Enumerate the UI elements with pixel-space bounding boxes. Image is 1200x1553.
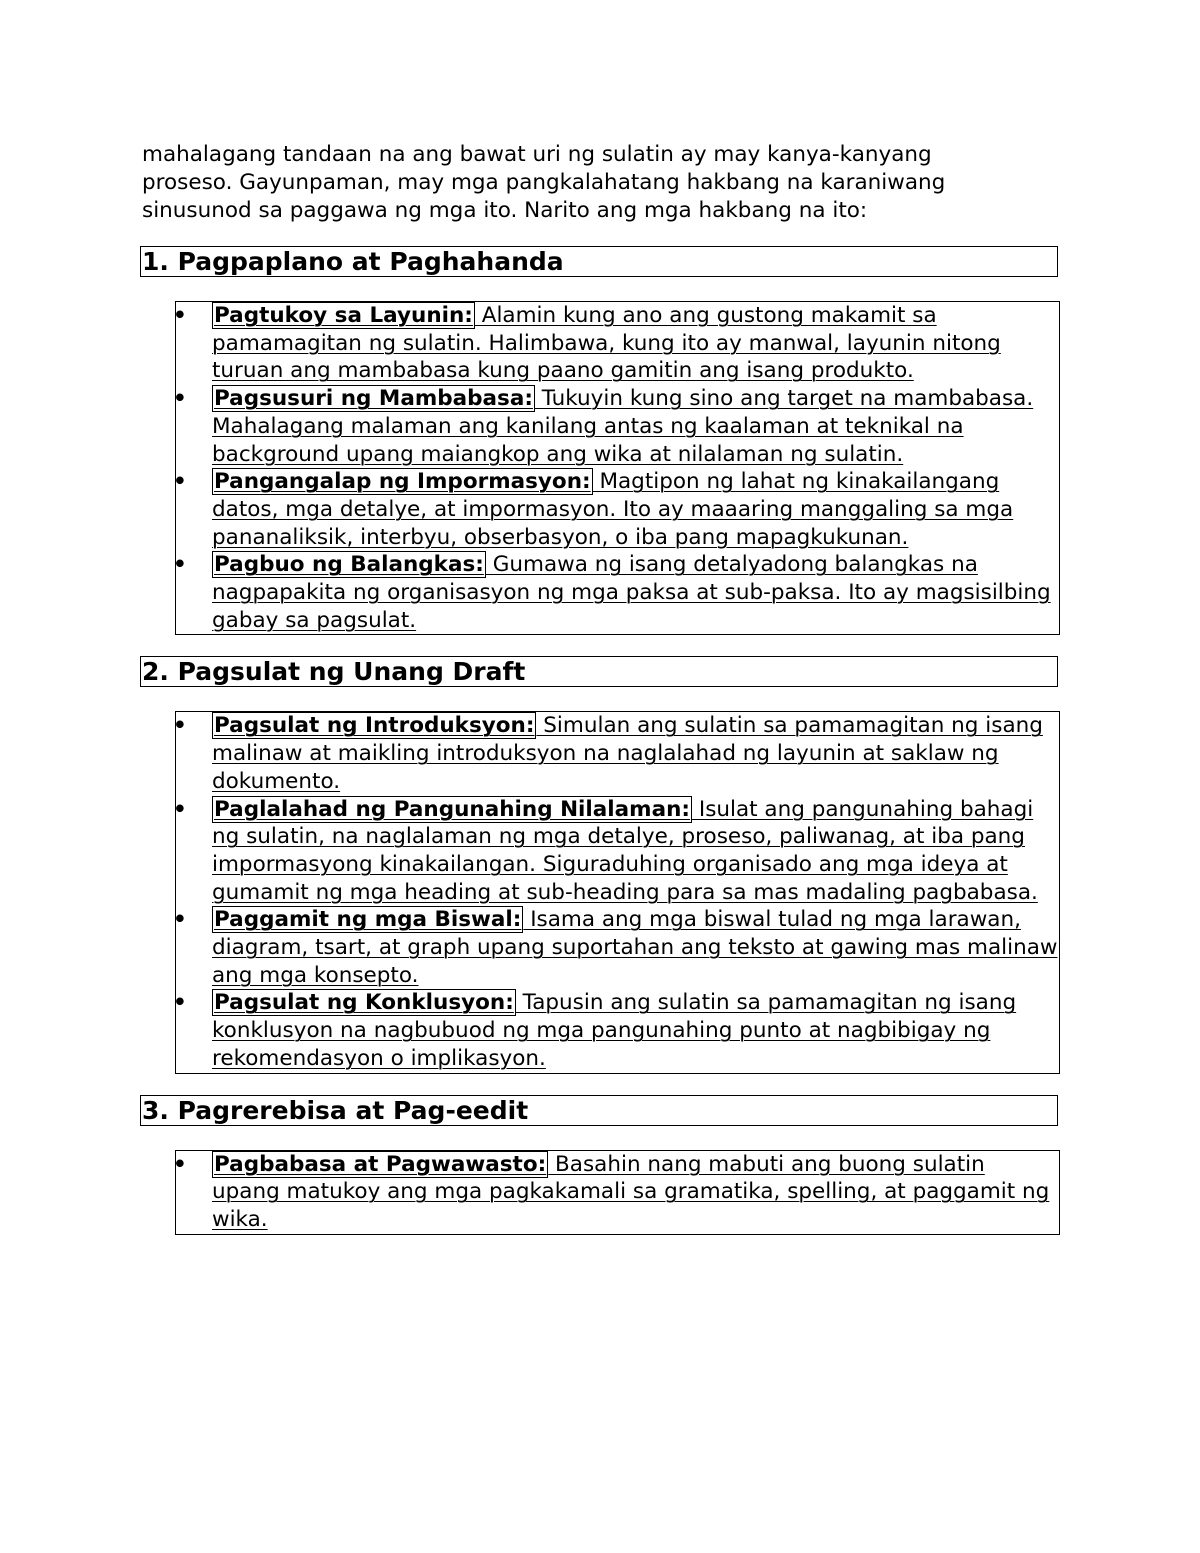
bullet-icon: •: [173, 1151, 187, 1177]
list-item: [173, 906, 1059, 989]
item-description: Basahin nang mabuti ang buong sulatin upang matukoy ang mga pagkakamali sa gramatika, spelling, at paggamit ng wika.: [212, 1151, 1050, 1232]
intro-paragraph: mahalagang tandaan na ang bawat uri ng sulatin ay may kanya-kanyang proseso. Gayunpaman, may mga pangkalahatang hakbang na karaniwang sinusunod sa paggawa ng mga ito. Narito ang mga hakbang na ito:: [142, 142, 946, 223]
bullet-icon: •: [173, 796, 187, 822]
section-heading-1: 1. Pagpaplano at Paghahanda: [140, 246, 1058, 277]
bullet-icon: •: [173, 386, 187, 412]
bullet-icon: •: [173, 303, 187, 328]
bullet-icon: •: [173, 713, 187, 739]
item-description: Alamin kung ano ang gustong makamit sa pamamagitan ng sulatin. Halimbawa, kung ito ay manwal, layunin nitong turuan ang mambabasa kung paano gamitin ang isang produkto.: [212, 303, 1001, 384]
section-heading-3: 3. Pagrerebisa at Pag-eedit: [140, 1095, 1058, 1126]
item-term: Paggamit ng mga Biswal:: [214, 907, 522, 933]
list-item: [173, 1151, 1059, 1234]
bullet-icon: •: [173, 990, 187, 1016]
item-term: Pagsulat ng Konklusyon:: [214, 990, 514, 1016]
item-description: Isulat ang pangunahing bahagi ng sulatin, na naglalaman ng mga detalye, proseso, paliwanag, at iba pang impormasyong kinakailangan. Siguraduhing organisado ang mga ideya at gumamit ng mga heading at sub-heading para sa mas madaling pagbabasa.: [212, 796, 1038, 905]
section-1-list: [175, 301, 1060, 635]
list-item: [173, 551, 1059, 634]
list-item: [173, 385, 1059, 468]
list-item: [173, 796, 1059, 907]
item-description: Isama ang mga biswal tulad ng mga larawan, diagram, tsart, at graph upang suportahan ang teksto at gawing mas malinaw ang mga konsepto.: [212, 907, 1058, 988]
document-page: [142, 141, 1062, 1235]
item-term: Pagbuo ng Balangkas:: [214, 552, 484, 578]
bullet-icon: •: [173, 469, 187, 495]
list-item: [173, 712, 1059, 795]
item-description: Tukuyin kung sino ang target na mambabasa. Mahalagang malaman ang kanilang antas ng kaalaman at teknikal na background upang maiangkop ang wika at nilalaman ng sulatin.: [212, 386, 1034, 467]
item-term: Pagtukoy sa Layunin:: [214, 303, 473, 328]
list-item: [173, 989, 1059, 1072]
item-term: Pagbabasa at Pagwawasto:: [214, 1151, 547, 1177]
item-term: Paglalahad ng Pangunahing Nilalaman:: [214, 796, 691, 822]
bullet-icon: •: [173, 552, 187, 578]
list-item: [173, 302, 1059, 385]
item-description: Simulan ang sulatin sa pamamagitan ng isang malinaw at maikling introduksyon na naglalahad ng layunin at saklaw ng dokumento.: [212, 713, 1043, 794]
item-description: Magtipon ng lahat ng kinakailangang datos, mga detalye, at impormasyon. Ito ay maaaring manggaling sa mga pananaliksik, interbyu, obserbasyon, o iba pang mapagkukunan.: [212, 469, 1014, 550]
bullet-icon: •: [173, 907, 187, 933]
item-term: Pangangalap ng Impormasyon:: [214, 469, 591, 495]
item-term: Pagsulat ng Introduksyon:: [214, 713, 535, 739]
item-description: Gumawa ng isang detalyadong balangkas na nagpapakita ng organisasyon ng mga paksa at sub-paksa. Ito ay magsisilbing gabay sa pagsulat.: [212, 552, 1051, 633]
section-3-list: [175, 1150, 1060, 1235]
item-term: Pagsusuri ng Mambabasa:: [214, 386, 533, 412]
item-description: Tapusin ang sulatin sa pamamagitan ng isang konklusyon na nagbubuod ng mga pangunahing punto at nagbibigay ng rekomendasyon o implikasyon.: [212, 990, 1017, 1071]
section-2-list: [175, 711, 1060, 1073]
list-item: [173, 468, 1059, 551]
section-heading-2: 2. Pagsulat ng Unang Draft: [140, 656, 1058, 687]
